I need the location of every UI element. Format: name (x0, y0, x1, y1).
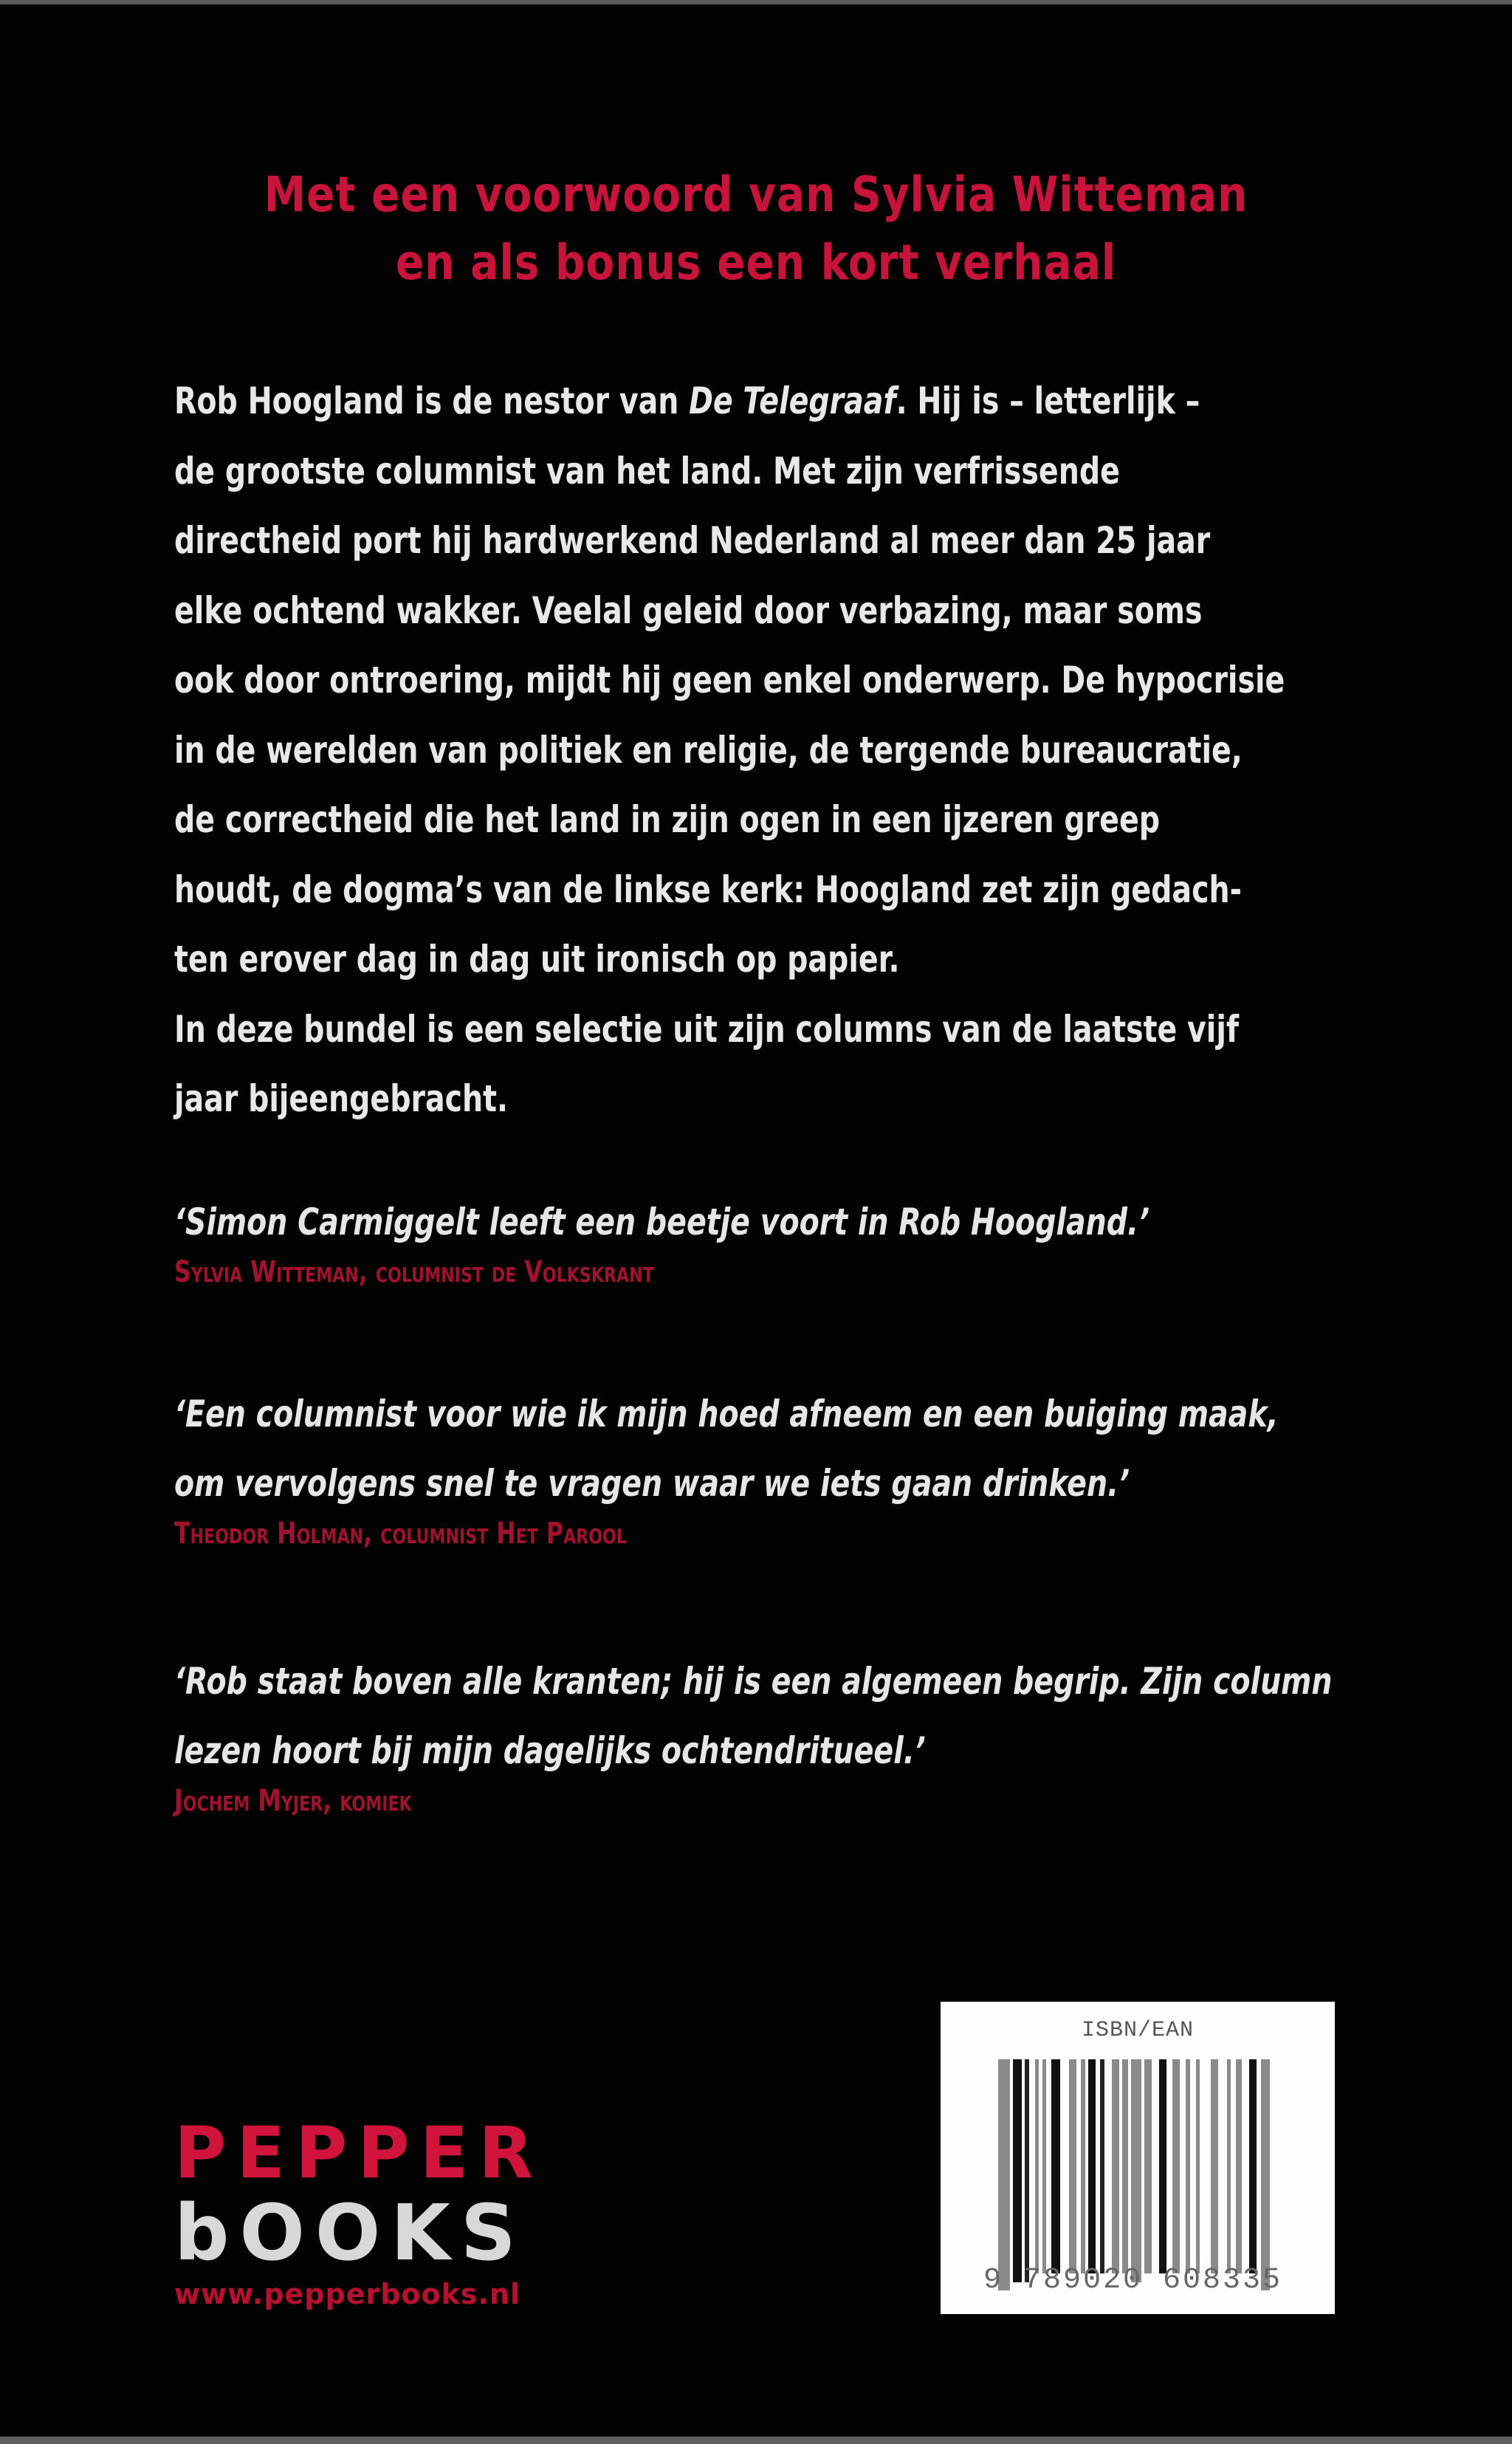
quote-text: ‘Simon Carmiggelt leeft een beetje voort in Rob Hoogland.’ (174, 1201, 1150, 1243)
blurb-line: Rob Hoogland is de nestor van De Telegraaf. Hij is – letterlijk – (174, 380, 1200, 422)
blurb-line: in de werelden van politiek en religie, de tergende bureaucratie, (174, 728, 1243, 772)
barcode-digits: 9 789020 608335 (983, 2264, 1283, 2297)
blurb-line: ook door ontroering, mijdt hij geen enkel onderwerp. De hypocrisie (174, 659, 1285, 701)
blurb-line: In deze bundel is een selectie uit zijn columns van de laatste vijf (174, 1007, 1240, 1051)
publisher-name-top: PEPPER (174, 2112, 544, 2194)
blurb-paragraph (174, 366, 1341, 1134)
publisher-url: www.pepperbooks.nl (174, 2278, 521, 2310)
quote-text: lezen hoort bij mijn dagelijks ochtendritueel.’ (174, 1729, 926, 1772)
quote-text: om vervolgens snel te vragen waar we iets gaan drinken.’ (174, 1462, 1130, 1505)
review-quote-2 (174, 1379, 1355, 1554)
blurb-line: elke ochtend wakker. Veelal geleid door verbazing, maar soms (174, 588, 1203, 632)
blurb-line: de correctheid die het land in zijn ogen in een ijzeren greep (174, 798, 1161, 841)
blurb-line: houdt, de dogma’s van de linkse kerk: Hoogland zet zijn gedach- (174, 868, 1243, 911)
quote-attribution: Theodor Holman, columnist Het Parool (174, 1517, 627, 1551)
barcode-bars (998, 2059, 1286, 2273)
headline (106, 161, 1406, 297)
quote-attribution: Jochem Myjer, komiek (174, 1784, 412, 1818)
review-quote-1 (174, 1187, 1355, 1292)
isbn-label: ISBN/EAN (1081, 2018, 1195, 2043)
isbn-barcode (941, 2002, 1335, 2314)
publisher-name-bottom: bOOKS (174, 2188, 526, 2278)
review-quote-3 (174, 1647, 1355, 1821)
publisher-logo (174, 2112, 558, 2313)
blurb-line: ten erover dag in dag uit ironisch op papier. (174, 938, 900, 981)
blurb-line: directheid port hij hardwerkend Nederland al meer dan 25 jaar (174, 519, 1211, 562)
quote-attribution: Sylvia Witteman, columnist de Volkskrant (174, 1255, 654, 1289)
headline-line-2: en als bonus een kort verhaal (395, 234, 1117, 291)
quote-text: ‘Rob staat boven alle kranten; hij is een algemeen begrip. Zijn column (174, 1660, 1333, 1703)
blurb-line: jaar bijeengebracht. (174, 1077, 509, 1120)
blurb-line: de grootste columnist van het land. Met zijn verfrissende (174, 449, 1120, 492)
quote-text: ‘Een columnist voor wie ik mijn hoed afneem en een buiging maak, (174, 1393, 1279, 1435)
newspaper-title: De Telegraaf (689, 380, 896, 422)
headline-line-1: Met een voorwoord van Sylvia Witteman (264, 166, 1248, 223)
